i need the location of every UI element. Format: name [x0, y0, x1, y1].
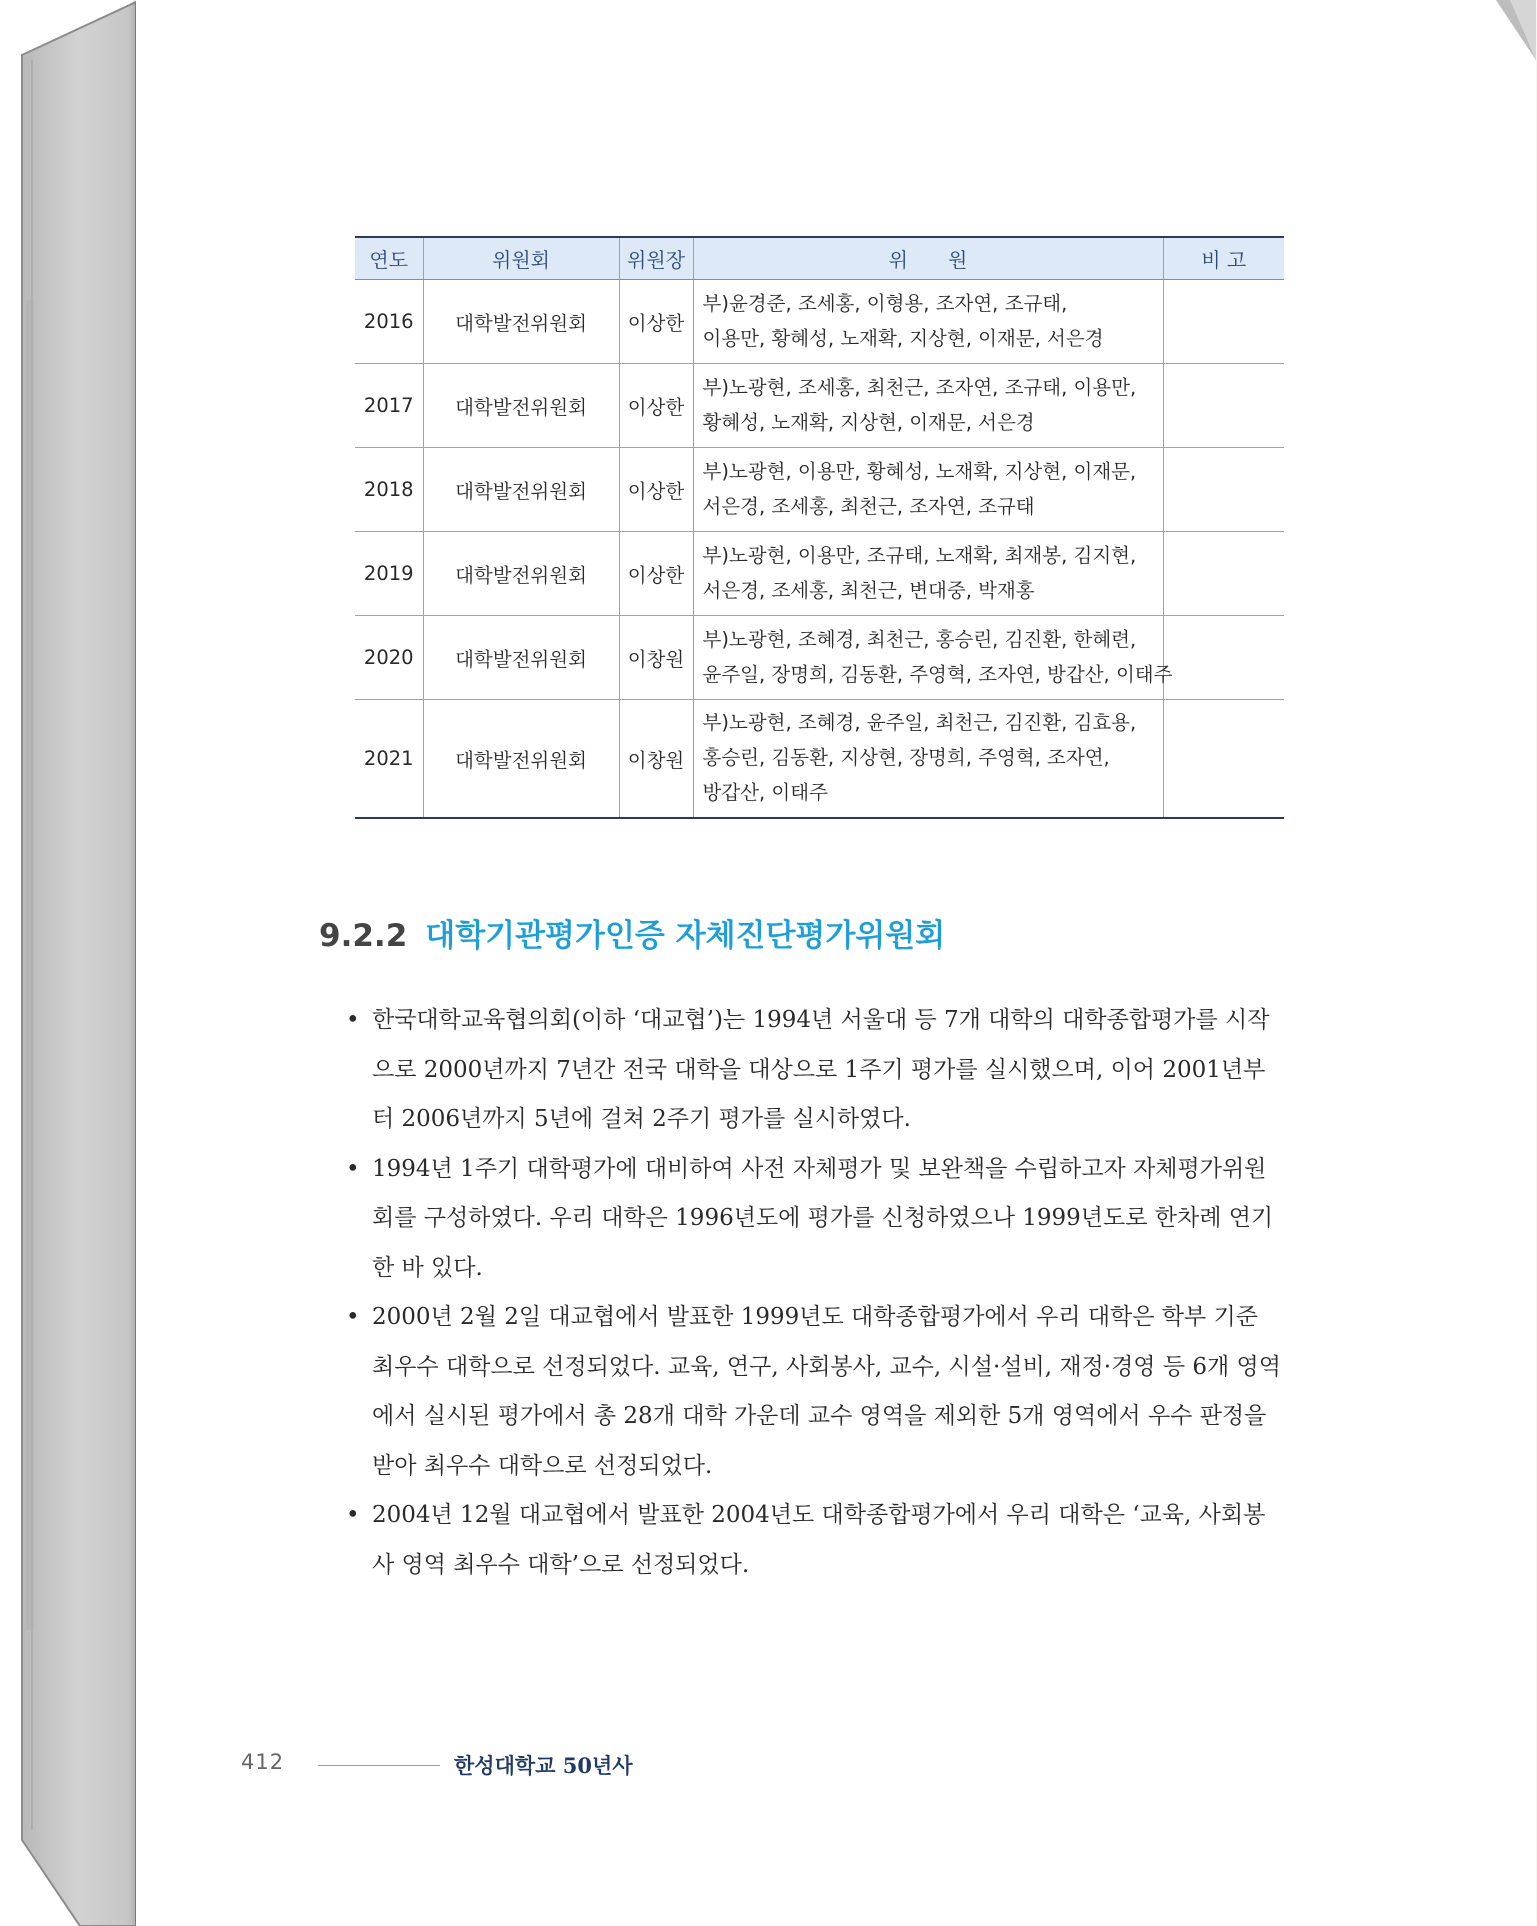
members-line: 이용만, 황혜성, 노재확, 지상현, 이재문, 서은경 [702, 326, 1104, 350]
cell-year: 2017 [355, 364, 423, 448]
list-item [346, 1491, 1286, 1590]
cell-members [693, 532, 1163, 616]
cell-chair: 이상한 [619, 448, 693, 532]
members-line: 부)노광현, 이용만, 황혜성, 노재확, 지상현, 이재문, [702, 459, 1137, 483]
header-members: 위 원 [693, 237, 1163, 280]
table-row [355, 700, 1284, 819]
header-chair: 위원장 [619, 237, 693, 280]
members-line: 부)노광현, 이용만, 조규태, 노재확, 최재봉, 김지현, [702, 543, 1137, 567]
committee-table [355, 236, 1284, 819]
list-item-text: 2000년 2월 2일 대교협에서 발표한 1999년도 대학종합평가에서 우리 대학은 학부 기준 최우수 대학으로 선정되었다. 교육, 연구, 사회봉사, 교수, 시설·설비, 재정·경영 등 6개 영역에서 실시된 평가에서 총 28개 대학 가운데 교수 영역을 제외한 5개 영역에서 우수 판정을 받아 최우수 대학으로 선정되었다. [372, 1304, 1281, 1479]
page-corner-fold [1496, 0, 1536, 60]
cell-chair: 이상한 [619, 364, 693, 448]
page-number: 412 [241, 1750, 285, 1774]
cell-committee: 대학발전위원회 [423, 532, 619, 616]
list-item-text: 1994년 1주기 대학평가에 대비하여 사전 자체평가 및 보완책을 수립하고자 자체평가위원회를 구성하였다. 우리 대학은 1996년도에 평가를 신청하였으나 1999년도로 한차례 연기한 바 있다. [372, 1155, 1274, 1281]
table-row [355, 280, 1284, 364]
list-item [346, 1293, 1286, 1491]
cell-year: 2018 [355, 448, 423, 532]
cell-committee: 대학발전위원회 [423, 448, 619, 532]
list-item [346, 996, 1286, 1145]
members-line: 부)노광현, 조혜경, 최천근, 홍승린, 김진환, 한혜련, [702, 627, 1137, 651]
cell-year: 2016 [355, 280, 423, 364]
table-row [355, 364, 1284, 448]
cell-year: 2019 [355, 532, 423, 616]
list-item [346, 1145, 1286, 1294]
list-item-text: 2004년 12월 대교협에서 발표한 2004년도 대학종합평가에서 우리 대학은 ‘교육, 사회봉사 영역 최우수 대학’으로 선정되었다. [372, 1502, 1266, 1578]
cell-chair: 이창원 [619, 616, 693, 700]
cell-committee: 대학발전위원회 [423, 280, 619, 364]
members-line: 서은경, 조세홍, 최천근, 변대중, 박재홍 [702, 578, 1035, 602]
cell-members [693, 616, 1173, 700]
header-note: 비 고 [1163, 237, 1284, 280]
members-line: 부)윤경준, 조세홍, 이형용, 조자연, 조규태, [702, 291, 1068, 315]
cell-year: 2021 [363, 747, 414, 770]
members-line: 부)노광현, 조혜경, 윤주일, 최천근, 김진환, 김효용, [702, 711, 1137, 734]
members-line: 윤주일, 장명희, 김동환, 주영혁, 조자연, 방갑산, 이태주 [702, 662, 1173, 686]
header-year: 연도 [355, 237, 423, 280]
bullet-icon: • [346, 1304, 360, 1330]
cell-note [1163, 532, 1284, 616]
header-committee: 위원회 [423, 237, 619, 280]
section-number: 9.2.2 [319, 918, 408, 954]
cell-members [693, 700, 1163, 819]
members-line: 방갑산, 이태주 [702, 781, 828, 804]
bullet-icon: • [346, 1155, 360, 1182]
table-header-row [355, 237, 1284, 280]
body-bullet-list [346, 996, 1286, 1590]
cell-note [1163, 364, 1284, 448]
cell-committee: 대학발전위원회 [423, 364, 619, 448]
book-spine [0, 0, 150, 1926]
cell-committee: 대학발전위원회 [423, 616, 619, 700]
table-row [355, 616, 1284, 700]
members-line: 홍승린, 김동환, 지상현, 장명희, 주영혁, 조자연, [702, 746, 1110, 769]
footer-book-title: 한성대학교 50년사 [454, 1753, 633, 1778]
cell-year: 2020 [355, 616, 423, 700]
cell-note [1163, 448, 1284, 532]
cell-chair: 이상한 [619, 532, 693, 616]
members-line: 서은경, 조세홍, 최천근, 조자연, 조규태 [702, 494, 1035, 518]
cell-note [1163, 616, 1284, 700]
section-heading [319, 910, 945, 955]
cell-chair: 이창원 [619, 700, 693, 819]
cell-members [693, 280, 1163, 364]
cell-members [693, 448, 1163, 532]
cell-committee: 대학발전위원회 [423, 700, 619, 819]
cell-members [693, 364, 1163, 448]
members-line: 황혜성, 노재확, 지상현, 이재문, 서은경 [702, 410, 1035, 434]
cell-note [1163, 700, 1284, 819]
table-row [355, 448, 1284, 532]
section-title: 대학기관평가인증 자체진단평가위원회 [425, 918, 946, 954]
bullet-icon: • [346, 1007, 360, 1033]
bullet-icon: • [346, 1502, 360, 1528]
members-line: 부)노광현, 조세홍, 최천근, 조자연, 조규태, 이용만, [702, 375, 1137, 399]
footer-divider [318, 1765, 440, 1766]
table-row [355, 532, 1284, 616]
list-item-text: 한국대학교육협의회(이하 ‘대교협’)는 1994년 서울대 등 7개 대학의 대학종합평가를 시작으로 2000년까지 7년간 전국 대학을 대상으로 1주기 평가를 실시했으며, 이어 2001년부터 2006년까지 5년에 걸쳐 2주기 평가를 실시하였다. [372, 1007, 1270, 1132]
cell-chair: 이상한 [619, 280, 693, 364]
cell-note [1163, 280, 1284, 364]
